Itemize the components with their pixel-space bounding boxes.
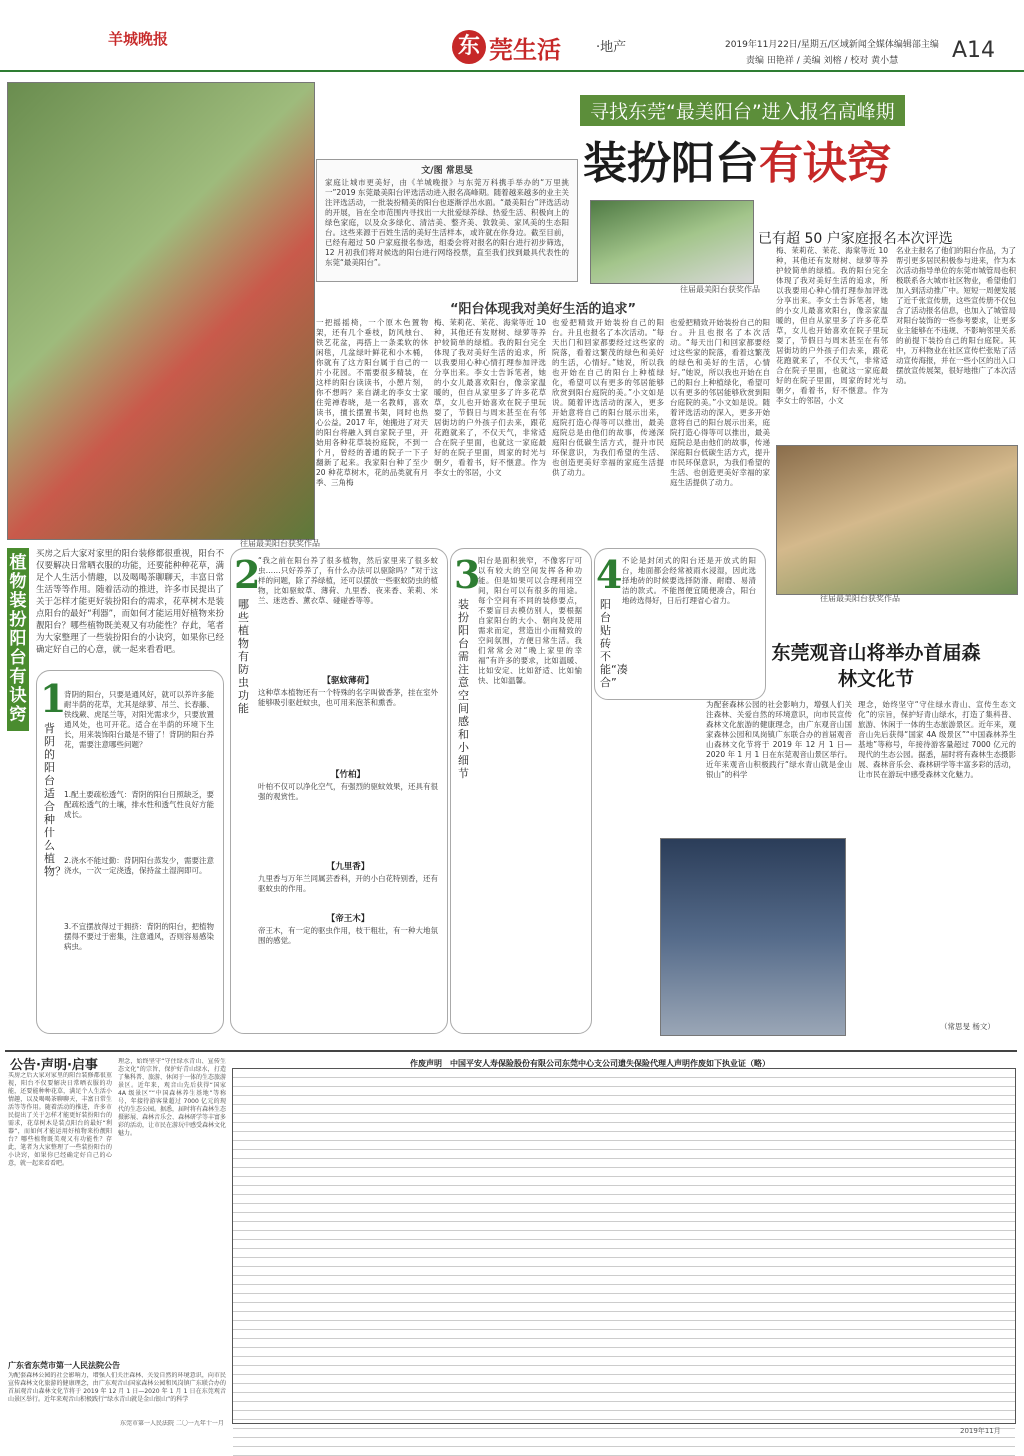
tip-1-point-3: 3.不宜摆放得过于拥挤：背阴的阳台，把植物摆得不要过于密集，注意通风，否则容易感染病虫。 xyxy=(64,922,214,951)
page-number: A14 xyxy=(952,38,996,63)
intro-box xyxy=(316,159,578,282)
photo-caption-small: 往届最美阳台获奖作品 xyxy=(680,285,760,294)
table-row xyxy=(233,1105,1015,1114)
tip-2-text: “我之前在阳台养了很多植物，然后家里来了很多蚊虫……只好养养了，有什么办法可以驱除吗？”对于这样的问题，除了养绿植，还可以摆放一些驱蚊防虫的植物，比如驱蚊草、薄荷、九里香、夜来香、茉莉、米兰、迷迭香、薰衣草、碰碰香等等。 xyxy=(258,556,438,605)
tip-2-heading-4: 【帝王木】 xyxy=(326,914,370,924)
section-sub: ·地产 xyxy=(596,40,627,55)
table-row xyxy=(233,1420,1015,1429)
table-row xyxy=(233,1285,1015,1294)
table-row xyxy=(233,1321,1015,1330)
table-row xyxy=(233,1249,1015,1258)
table-row xyxy=(233,1195,1015,1204)
balcony-photo-right xyxy=(776,445,1018,595)
table-row xyxy=(233,1366,1015,1375)
table-row xyxy=(233,1393,1015,1402)
section-seal: 东 xyxy=(452,30,486,64)
feature-column-right: 名业主报名了他们的阳台作品，为了帮引更多居民积极参与进来，作为本次活动指导单位的东莞市城管局也积极联系各大城市社区物业，希望他们加入到活动推广中。短短一周便发展了近千张宣传册，这些宣传册不仅包含了活动报名信息，也加入了城管局对阳台装饰的一些参考要求，让更多业主能够在不违规、不影响邻里关系的前提下装扮自己的阳台庭院。其中，万科物业在社区宣传栏张贴了活动宣传海报，并在一些小区的出入口摆放宣传展架，很好地推广了本次活动。 xyxy=(896,246,1016,385)
classifieds-column-1: 买房之后大家对家里的阳台装修都很重视，阳台不仅要解决日常晒衣服的功能，还要能种种花草，满足个人生活小情趣，以及喝喝茶聊聊天，丰富日常生活等等作用。随着活动的推进，许多市民提出了关于怎样才能更好装扮阳台的需求，花草树木是装点阳台的最好“利器”，而如何才能运用好植物来扮靓阳台？哪些植物既美观又有功能性？存此，笔者为大家整理了一些装扮阳台的小诀窍，如果你已经确定好自己的心意，就一起来看看吧。 xyxy=(8,1072,112,1167)
section-title: 莞生活 xyxy=(489,36,561,64)
table-row xyxy=(233,1168,1015,1177)
table-row xyxy=(233,1330,1015,1339)
tip-1-label: 背阴的阳台适合种什么植物？ xyxy=(44,722,66,878)
tip-1-text: 背阴的阳台，只要是通风好，就可以养许多能耐半荫的花草，尤其是绿萝、吊兰、长春藤、铁线蕨、虎尾兰等，对阳光需求少，只要放置通风处，也可开花。适合在半荫的环境下生长，用来装饰阳台最是不错了！背阴的阳台养花，需要注意哪些问题？ xyxy=(64,690,214,749)
table-row xyxy=(233,1078,1015,1087)
table-row xyxy=(233,1312,1015,1321)
void-notice-title: 作废声明 中国平安人寿保险股份有限公司东莞中心支公司遗失保险代理人声明作废如下执业证（略） xyxy=(410,1059,770,1068)
table-row xyxy=(233,1087,1015,1096)
court-notice-sign: 东莞市第一人民法院 二〇一九年十一月 xyxy=(120,1420,224,1427)
classifieds-divider xyxy=(5,1050,1017,1052)
table-row xyxy=(233,1357,1015,1366)
table-row xyxy=(233,1429,1015,1438)
feature-column-right-a: 梅、茉莉花、茉花、海棠等近 10 种，其他还有发财树、绿萝等养护较简单的绿植。我的阳台完全体现了我对美好生活的追求，所以我要用心种心情打理参加评选分享出来。李女士告诉笔者，她的小女儿最喜欢阳台，像亲家温暖的，但自从家里多了许多花草草，女儿也开始喜欢在院子里玩耍了，节假日与周末甚至在有邻居街坊的户外孩子们去来，跟花花跑就来了，不仅天气，非常适合在院子里面，也就这一家庭最好的在院子里面，周家的时光与朝夕，看着书，好不惬意。作为李女士的邻居，小文 xyxy=(776,246,888,405)
headline-part-a: 装扮阳台 xyxy=(583,138,759,189)
classifieds-column-2: 理念，始终坚守“守住绿水青山、宣传生态文化”的宗旨，保护好青山绿水，打造了集科普、旅游、休闲于一体的生态旅游景区。近年来，观音山先后获得“国家 4A 级景区”“中国森林养生基地”等称号，年接待游客量超过 7000 亿元的现代的生态公园。据悉，届时将有森林生态摄影展、森林音乐会、森林研学等丰富多彩的活动，让市民在游玩中感受森林文化魅力。 xyxy=(118,1058,226,1137)
forest-news-author: （常思旻 杨文） xyxy=(940,1022,995,1031)
table-row xyxy=(233,1375,1015,1384)
tip-1-point-2: 2.浇水不能过勤：背阴阳台蒸发少，需要注意浇水，一次一定浇透，保持盆土湿润即可。 xyxy=(64,856,214,875)
tip-2-text-2: 叶柏不仅可以净化空气，有强烈的驱蚊效果，还具有很强的观赏性。 xyxy=(258,782,438,801)
table-row xyxy=(233,1411,1015,1420)
headline xyxy=(583,127,891,191)
table-footer: 2019年11月 xyxy=(960,1427,1001,1435)
table-row xyxy=(233,1294,1015,1303)
tips-side-title: 植物装扮阳台有诀窍 xyxy=(7,548,29,731)
table-row xyxy=(233,1267,1015,1276)
tip-1-point-1: 1.配土要疏松透气：背阴的阳台日照缺乏，要配疏松透气的土壤，排水性和透气性良好方能成长。 xyxy=(64,790,214,819)
table-row xyxy=(233,1402,1015,1411)
table-row xyxy=(233,1348,1015,1357)
table-row xyxy=(233,1231,1015,1240)
tip-1-number: 1 xyxy=(40,676,67,721)
balcony-photo-small xyxy=(590,200,754,284)
feature-column-1: 一把摇摇椅，一个原木色置物架，还有几个垂枝，防风烛台、铁艺花盆，再搭上一条柔软的休闲毯，几盆绿叶鲜花和小木桶，你就有了这方阳台属于自己的一片小花园。不需要很多精装，在这样的阳台读读书，小憩片刻，你不想吗？来自湖北的李女士家住莞禅春晓，是一名教师，喜欢读书，擅长摆置书架，同时也热心公益。2017 年，她搬进了对天的阳台将融入到自家院子里，开始用各种花草装扮庭院，不到一个月，曾经的普通的院子一下子翻新了起来。我家阳台种了至少 20 种花草树木，花的品类就有月季、三角梅 xyxy=(316,318,428,487)
table-row xyxy=(233,1222,1015,1231)
feature-column-3: 也爱把精致开始装扮自己的阳台。升且也报名了本次活动。“每天出门和回家都要经过这些家的院落，看着这繁茂的绿色和美好的生活，心情好。”她说，所以我也开始在自己的阳台上种植绿化，希望可以有更多的邻居能够欣赏到阳台庭院的美。”小文如是说。随着评选活动的深入，更多开始意将自己的阳台展示出来，庭院打造心得等可以推出，最美庭院总是由他们的故事，传递深庭阳台低碳生活方式，提升市民环保意识，为我们希望的生活、也创造更美好幸福的家庭生活提供了动力。 xyxy=(552,318,664,477)
pull-quote: “阳台体现我对美好生活的追求” xyxy=(450,302,637,317)
tip-3-number: 3 xyxy=(454,552,481,597)
tip-2-text-4: 帝王木，有一定的驱虫作用，枝干粗壮，有一种大地氛围的感觉。 xyxy=(258,926,438,945)
photo-caption-right: 往届最美阳台获奖作品 xyxy=(820,594,900,603)
tip-2-heading-3: 【九里香】 xyxy=(326,862,370,872)
court-notice-text: 为配套森林公园的社会影响力，增强人们关注森林、关爱自然的环境意识，向市民宣传森林文化旅游的健康理念，由广东观音山国家森林公园和凤岗镇广东联合办的首届观音山森林文化节将于 2019 年 12 月 1 日—2020 年 1 月 1 日在东莞观音山景区举行。近年来观音山积极践行“绿水青山就是金山银山”的科学 xyxy=(8,1372,226,1403)
table-row xyxy=(233,1438,1015,1447)
subheadline: 已有超 50 户家庭报名本次评选 xyxy=(758,231,953,247)
tips-intro: 买房之后大家对家里的阳台装修都很重视，阳台不仅要解决日常晒衣服的功能，还要能种种花草，满足个人生活小情趣，以及喝喝茶聊聊天，丰富日常生活等等作用。随着活动的推进，许多市民提出了关于怎样才能更好装扮阳台的需求，花草树木是装点阳台的最好“利器”，而如何才能运用好植物来扮靓阳台？哪些植物既美观又有功能性？存此，笔者为大家整理了一些装扮阳台的小诀窍，如果你已经确定好自己的心意，就一起来看看吧。 xyxy=(36,549,224,655)
issue-date: 2019年11月22日/星期五/区域新闻全媒体编辑部主编 xyxy=(725,40,939,50)
table-row xyxy=(233,1177,1015,1186)
tip-3-text: 阳台是面积狭窄，不像客厅可以有较大的空间发挥各种功能。但是如果可以合理利用空间，阳台可以有很多的用途。每个空间有不同的装修要点，不要盲目去模仿别人，要根据自家阳台的大小、朝向及使用需求而定，营造出小而精致的空间氛围，方便日常生活。我们常常会对“晚上家里的幸福”有许多的要求，比如温暖、比如安定、比如舒适、比如愉快、比如温馨。 xyxy=(478,556,582,685)
forest-news-column-1: 为配套森林公园的社会影响力，增强人们关注森林、关爱自然的环境意识，向市民宣传森林文化旅游的健康理念，由广东观音山国家森林公园和凤岗镇广东联合办的首届观音山森林文化节将于 2019 年 12 月 1 日—2020 年 1 月 1 日在东莞观音山景区举行。近年来观音山积极践行“绿水青山就是金山银山”的科学 xyxy=(706,700,852,779)
tip-2-heading-2: 【竹柏】 xyxy=(330,770,365,780)
tip-2-heading-1: 【驱蚊薄荷】 xyxy=(322,676,374,686)
table-row xyxy=(233,1069,1015,1078)
table-row xyxy=(233,1123,1015,1132)
table-row xyxy=(233,1258,1015,1267)
tip-4-text: 不论是封闭式的阳台还是开放式的阳台，地面都会经常被雨水浸湿，因此选择地砖的时候要选择防滑、耐磨、易清洁的款式。不能图便宜随便凑合，阳台地砖选得好，日后打理省心省力。 xyxy=(622,556,756,605)
balcony-photo-main xyxy=(7,82,315,540)
table-row xyxy=(233,1114,1015,1123)
table-row xyxy=(233,1141,1015,1150)
feature-column-4: 也爱把精致开始装扮自己的阳台。升且也报名了本次活动。“每天出门和回家都要经过这些家的院落，看着这繁茂的绿色和美好的生活，心情好。”她说，所以我也开始在自己的阳台上种植绿化，希望可以有更多的邻居能够欣赏到阳台庭院的美。”小文如是说。随着评选活动的深入，更多开始意将自己的阳台展示出来，庭院打造心得等可以推出，最美庭院总是由他们的故事，传递深庭阳台低碳生活方式，提升市民环保意识，为我们希望的生活、也创造更美好幸福的家庭生活提供了动力。 xyxy=(670,318,770,487)
court-notice-title: 广东省东莞市第一人民法院公告 xyxy=(8,1361,120,1370)
table-row xyxy=(233,1204,1015,1213)
tip-2-text-3: 九里香与万年兰同属芸香科，开的小白花特别香，还有驱蚊虫的作用。 xyxy=(258,874,438,893)
newspaper-logo: 羊城晚报 xyxy=(108,30,169,48)
intro-text: 家庭让城市更美好，由《羊城晚报》与东莞万科携手举办的“万里挑一”2019 东莞最美阳台评选活动进入报名高峰期。随着越来越多的业主关注评选活动，一批装扮精美的阳台也逐渐浮出水面。“最美阳台”评选活动的开展，旨在全市范围内寻找出一大批爱绿养绿、热爱生活、积极向上的绿色家庭，以及众多绿化、清洁美、整齐美、敦敦美、家风美的生态阳台。这些来源于百姓生活的美好生活样本，或许就在你身边。截至目前，已经有超过 50 户家庭报名参选，组委会将对报名的阳台进行初步筛选，12 月初我们将对候选的阳台进行网络投票，直至我们找到最具代表性的东莞“最美阳台”。 xyxy=(325,178,569,267)
tip-2-text-1: 这种草本植物还有一个特殊的名字叫做香茅，挂在室外能够吸引驱赶蚊虫，也可用来泡茶和熏香。 xyxy=(258,688,438,707)
table-row xyxy=(233,1096,1015,1105)
tip-2-label: 哪些植物有防虫功能 xyxy=(238,598,249,715)
table-row xyxy=(233,1339,1015,1348)
headline-part-b: 有诀窍 xyxy=(759,138,891,189)
tip-3-label: 装扮阳台需注意空间感和小细节 xyxy=(458,598,469,780)
table-row xyxy=(233,1132,1015,1141)
forest-news-title: 东莞观音山将举办首届森林文化节 xyxy=(771,642,981,690)
table-row xyxy=(233,1213,1015,1222)
tip-4-label: 阳台贴砖不能“凑合” xyxy=(600,598,628,689)
table-row xyxy=(233,1303,1015,1312)
forest-news-column-2: 理念，始终坚守“守住绿水青山、宣传生态文化”的宗旨，保护好青山绿水，打造了集科普、旅游、休闲于一体的生态旅游景区。近年来，观音山先后获得“国家 4A 级景区”“中国森林养生基地”等称号，年接待游客量超过 7000 亿元的现代的生态公园。据悉，届时将有森林生态摄影展、森林音乐会、森林研学等丰富多彩的活动，让市民在游玩中感受森林文化魅力。 xyxy=(858,700,1016,779)
table-row xyxy=(233,1240,1015,1249)
table-row xyxy=(233,1186,1015,1195)
table-row xyxy=(233,1276,1015,1285)
editor-credits: 责编 田艳祥 / 美编 刘榕 / 校对 黄小慧 xyxy=(746,56,899,66)
table-row xyxy=(233,1159,1015,1168)
void-notice-table xyxy=(232,1068,1016,1424)
forest-event-photo xyxy=(660,838,846,1036)
tip-4-number: 4 xyxy=(596,552,623,597)
photo-caption-main: 往届最美阳台获奖作品 xyxy=(240,539,320,548)
tip-2-number: 2 xyxy=(234,552,261,597)
feature-column-2: 梅、茉莉花、茉花、海棠等近 10 种，其他还有发财树、绿萝等养护较简单的绿植。我的阳台完全体现了我对美好生活的追求，所以我要用心种心情打理参加评选分享出来。李女士告诉笔者，她的小女儿最喜欢阳台，像亲家温暖的，但自从家里多了许多花草草，女儿也开始喜欢在院子里玩耍了，节假日与周末甚至在有邻居街坊的户外孩子们去来，跟花花跑就来了，不仅天气，非常适合在院子里面，也就这一家庭最好的在院子里面，周家的时光与朝夕，看着书，好不惬意。作为李女士的邻居，小文 xyxy=(434,318,546,477)
kicker-banner: 寻找东莞“最美阳台”进入报名高峰期 xyxy=(580,95,905,126)
classifieds-header: 公告·声明·启事 xyxy=(10,1058,98,1073)
table-row xyxy=(233,1447,1015,1456)
table-row xyxy=(233,1384,1015,1393)
table-row xyxy=(233,1150,1015,1159)
byline: 文/图 常思旻 xyxy=(421,166,473,176)
